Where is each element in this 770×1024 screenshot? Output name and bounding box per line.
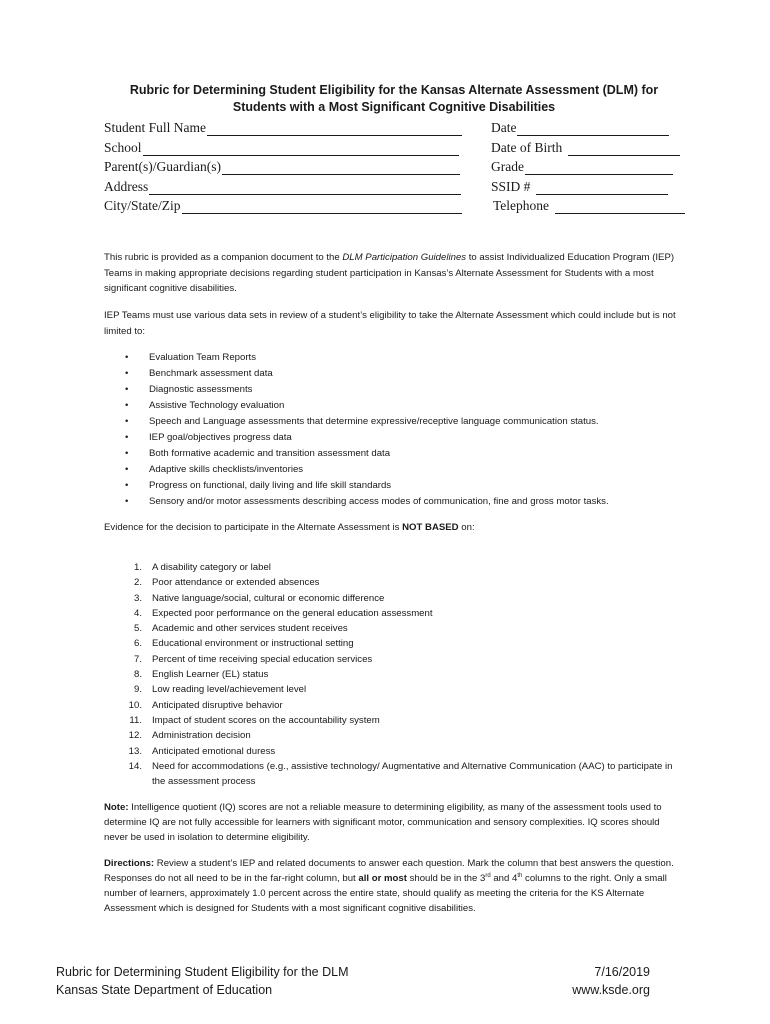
telephone-label: Telephone	[493, 198, 550, 213]
bullet-icon: •	[125, 448, 129, 459]
bullet-icon: •	[125, 400, 129, 411]
list-item: 8. English Learner (EL) status	[133, 669, 269, 681]
footer-date: 7/16/2019	[594, 965, 650, 979]
list-item: 13. Anticipated emotional duress	[128, 745, 276, 757]
city-state-zip-label: City/State/Zip	[104, 198, 181, 213]
list-item: • Sensory and/or motor assessments describing access modes of communication, fine and gross motor tasks.	[104, 494, 684, 510]
list-item: 12. Administration decision	[128, 730, 251, 742]
list-item: 7. Percent of time receiving special education services	[133, 653, 373, 665]
list-item: 14. Need for accommodations (e.g., assistive technology/ Augmentative and Alternative Communication (AAC) to participate in the assessment process	[128, 760, 673, 788]
school-field[interactable]	[143, 143, 459, 156]
date-of-birth-field[interactable]	[568, 143, 680, 156]
list-item: • Assistive Technology evaluation	[104, 398, 684, 414]
directions-paragraph: Directions: Review a student’s IEP and related documents to answer each question. Mark the column that best answers the question. Responses do not all need to be in the far-right column, but all or most should be in the 3rd and 4th columns to the right. Only a small number of learners, approximately 1.0 percent across the entire state, should qualify as meeting the criteria for the KS Alternate Assessment which is designed for Students with a most significant cognitive disabilities.	[104, 858, 674, 914]
list-item: • IEP goal/objectives progress data	[104, 430, 684, 446]
bullet-icon: •	[125, 384, 129, 395]
list-item: 9. Low reading level/achievement level	[133, 684, 307, 696]
bullet-icon: •	[125, 368, 129, 379]
list-item: 4. Expected poor performance on the general education assessment	[133, 607, 433, 619]
bullet-icon: •	[125, 496, 129, 507]
bullet-icon: •	[125, 352, 129, 363]
bullet-icon: •	[125, 480, 129, 491]
list-item: • Speech and Language assessments that determine expressive/receptive language communication status.	[104, 414, 684, 430]
date-field[interactable]	[517, 123, 669, 136]
ssid-label: SSID #	[491, 178, 531, 194]
not-based-on-list	[104, 560, 684, 789]
parent-guardian-label: Parent(s)/Guardian(s)	[104, 159, 221, 174]
address-label: Address	[104, 178, 149, 194]
list-item: • Diagnostic assessments	[104, 382, 684, 398]
school-label: School	[104, 139, 142, 155]
list-item: • Adaptive skills checklists/inventories	[104, 462, 684, 478]
list-item: 6. Educational environment or instructional setting	[133, 638, 354, 650]
evidence-statement: Evidence for the decision to participate in the Alternate Assessment is NOT BASED on:	[104, 522, 475, 533]
city-state-zip-field[interactable]	[182, 201, 462, 214]
list-item: 3. Native language/social, cultural or economic difference	[133, 592, 385, 604]
title-line-1: Rubric for Determining Student Eligibility for the Kansas Alternate Assessment (DLM) for	[129, 83, 659, 97]
bullet-icon: •	[125, 416, 129, 427]
list-item: • Both formative academic and transition assessment data	[104, 446, 684, 462]
document-title	[0, 82, 770, 116]
date-label: Date	[491, 120, 517, 135]
list-item: • Progress on functional, daily living and life skill standards	[104, 478, 684, 494]
list-item: 2. Poor attendance or extended absences	[133, 577, 320, 589]
title-line-2: Students with a Most Significant Cognitive Disabilities	[232, 100, 556, 114]
list-item: 11. Impact of student scores on the accountability system	[129, 714, 380, 726]
address-field[interactable]	[149, 182, 461, 195]
student-info-form	[104, 120, 704, 218]
list-item: 5. Academic and other services student receives	[133, 623, 348, 635]
intro-paragraph: This rubric is provided as a companion document to the DLM Participation Guidelines to assist Individualized Education Program (IEP) Teams in making appropriate decisions regarding student participation in Kansas’s Alternate Assessment for Students with a most significant cognitive disabilities.	[104, 252, 675, 294]
student-name-label: Student Full Name	[104, 120, 206, 135]
grade-field[interactable]	[525, 162, 673, 175]
data-sets-intro: IEP Teams must use various data sets in review of a student’s eligibility to take the Alternate Assessment which could include but is not limited to:	[104, 310, 676, 337]
ssid-field[interactable]	[536, 182, 668, 195]
telephone-field[interactable]	[555, 201, 685, 214]
date-of-birth-label: Date of Birth	[491, 139, 563, 155]
footer-department: Kansas State Department of Education	[56, 983, 273, 997]
data-sets-list	[104, 350, 684, 510]
grade-label: Grade	[491, 159, 524, 174]
list-item: 10. Anticipated disruptive behavior	[128, 699, 283, 711]
list-item: 1. A disability category or label	[133, 562, 271, 573]
note-paragraph: Note: Intelligence quotient (IQ) scores are not a reliable measure to determining eligibility, as many of the assessment tools used to determine IQ are not fully accessible for learners with significant motor, communication and sensory complexities. IQ scores should never be used in isolation to determine eligibility.	[104, 802, 662, 843]
bullet-icon: •	[125, 464, 129, 475]
footer-document-title: Rubric for Determining Student Eligibility for the DLM	[56, 965, 349, 979]
list-item: • Benchmark assessment data	[104, 366, 684, 382]
parent-guardian-field[interactable]	[222, 162, 460, 175]
list-item: • Evaluation Team Reports	[104, 350, 684, 366]
bullet-icon: •	[125, 432, 129, 443]
footer-website-link[interactable]: www.ksde.org	[572, 983, 650, 997]
student-name-field[interactable]	[207, 123, 462, 136]
